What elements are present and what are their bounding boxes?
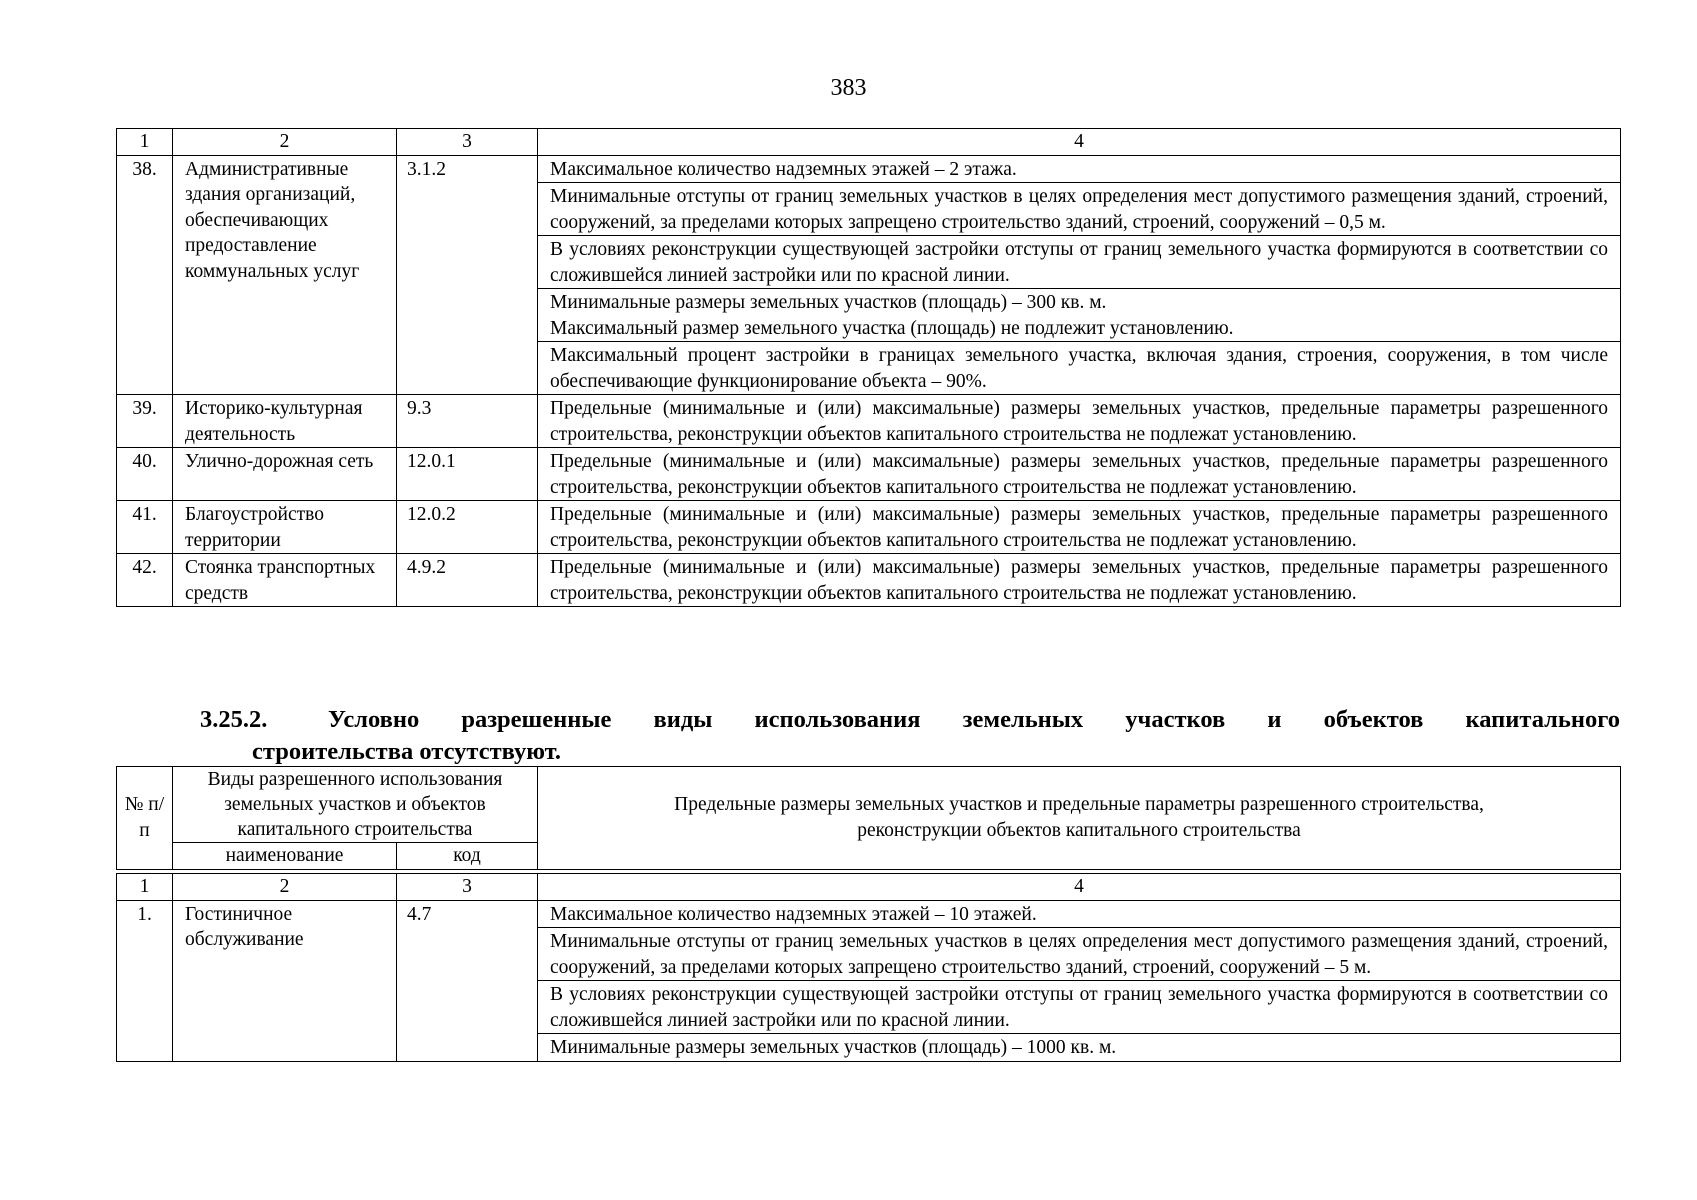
- permitted-uses-table-continuation: [116, 128, 1621, 607]
- code-subheader: код: [397, 843, 538, 870]
- col-number-2: 2: [173, 874, 397, 901]
- table-row: [117, 554, 1621, 607]
- param-cell: В условиях реконструкции существующей застройки отступы от границ земельного участка формируются в соответствии со сложившейся линией застройки или по красной линии.: [538, 981, 1621, 1034]
- conditional-uses-table-header: [116, 766, 1621, 870]
- param-cell: Максимальный процент застройки в границах земельного участка, включая здания, строения, сооружения, в том числе обеспечивающие функционирование объекта – 90%.: [538, 342, 1621, 395]
- page-number: 383: [830, 75, 867, 101]
- use-name: Административные здания организаций, обеспечивающих предоставление коммунальных услуг: [173, 155, 397, 395]
- use-code: 4.9.2: [397, 554, 538, 607]
- param-line: Минимальные размеры земельных участков (площадь) – 300 кв. м.: [550, 292, 1107, 313]
- name-subheader: наименование: [173, 843, 397, 870]
- param-cell: Предельные (минимальные и (или) максимальные) размеры земельных участков, предельные параметры разрешенного строительства, реконструкции объектов капитального строительства не подлежат установлению.: [538, 501, 1621, 554]
- use-name: Гостиничное обслуживание: [173, 900, 397, 1061]
- param-line: Максимальный размер земельного участка (площадь) не подлежит установлению.: [550, 317, 1234, 339]
- use-code: 3.1.2: [397, 155, 538, 395]
- table-row: [117, 501, 1621, 554]
- table-row: [117, 900, 1621, 928]
- col-number-3: 3: [397, 129, 538, 156]
- row-number: 40.: [117, 448, 173, 501]
- use-name: Историко-культурная деятельность: [173, 395, 397, 448]
- section-heading: [200, 704, 1620, 768]
- col-number-1: 1: [117, 129, 173, 156]
- column-number-row: [117, 874, 1621, 901]
- param-cell: Минимальные отступы от границ земельных участков в целях определения мест допустимого размещения зданий, строений, сооружений, за пределами которых запрещено строительство зданий, строений, сооружений – 0,5 м.: [538, 183, 1621, 236]
- header-row: [117, 767, 1621, 843]
- row-number: 1.: [117, 900, 173, 1061]
- use-name: Благоустройство территории: [173, 501, 397, 554]
- col-number-2: 2: [173, 129, 397, 156]
- col-number-4: 4: [538, 129, 1621, 156]
- col-number-4: 4: [538, 874, 1621, 901]
- row-number: 42.: [117, 554, 173, 607]
- use-code: 9.3: [397, 395, 538, 448]
- param-cell: Предельные (минимальные и (или) максимальные) размеры земельных участков, предельные параметры разрешенного строительства, реконструкции объектов капитального строительства не подлежат установлению.: [538, 554, 1621, 607]
- section-title-part-1: Условно разрешенные виды использования земельных участков и объектов капитального: [328, 706, 1620, 733]
- col-number-3: 3: [397, 874, 538, 901]
- section-title-part-2: строительства отсутствуют.: [252, 738, 561, 765]
- row-number: 39.: [117, 395, 173, 448]
- table-row: [117, 395, 1621, 448]
- param-cell: Предельные (минимальные и (или) максимальные) размеры земельных участков, предельные параметры разрешенного строительства, реконструкции объектов капитального строительства не подлежат установлению.: [538, 448, 1621, 501]
- param-cell: Максимальное количество надземных этажей – 2 этажа.: [538, 155, 1621, 183]
- use-code: 12.0.2: [397, 501, 538, 554]
- conditional-uses-table: [116, 873, 1621, 1062]
- table-row: [117, 448, 1621, 501]
- num-column-header: № п/п: [117, 767, 173, 870]
- table-row: [117, 155, 1621, 183]
- param-cell: Минимальные отступы от границ земельных участков в целях определения мест допустимого размещения зданий, строений, сооружений, за пределами которых запрещено строительство зданий, строений, сооружений – 5 м.: [538, 928, 1621, 981]
- types-column-header: Виды разрешенного использования земельных участков и объектов капитального строительства: [173, 767, 538, 843]
- param-cell: Минимальные размеры земельных участков (площадь) – 1000 кв. м.: [538, 1034, 1621, 1062]
- param-cell: Максимальное количество надземных этажей – 10 этажей.: [538, 900, 1621, 928]
- section-number: 3.25.2.: [200, 706, 268, 733]
- param-cell: Предельные (минимальные и (или) максимальные) размеры земельных участков, предельные параметры разрешенного строительства, реконструкции объектов капитального строительства не подлежат установлению.: [538, 395, 1621, 448]
- row-number: 41.: [117, 501, 173, 554]
- params-column-header: Предельные размеры земельных участков и предельные параметры разрешенного строительства, реконструкции объектов капитального строительства: [538, 767, 1621, 870]
- param-cell: [538, 289, 1621, 342]
- use-name: Улично-дорожная сеть: [173, 448, 397, 501]
- use-name: Стоянка транспортных средств: [173, 554, 397, 607]
- column-number-row: [117, 129, 1621, 156]
- section-heading-line-1: [200, 704, 1620, 736]
- use-code: 4.7: [397, 900, 538, 1061]
- use-code: 12.0.1: [397, 448, 538, 501]
- param-cell: В условиях реконструкции существующей застройки отступы от границ земельного участка формируются в соответствии со сложившейся линией застройки или по красной линии.: [538, 236, 1621, 289]
- col-number-1: 1: [117, 874, 173, 901]
- row-number: 38.: [117, 155, 173, 395]
